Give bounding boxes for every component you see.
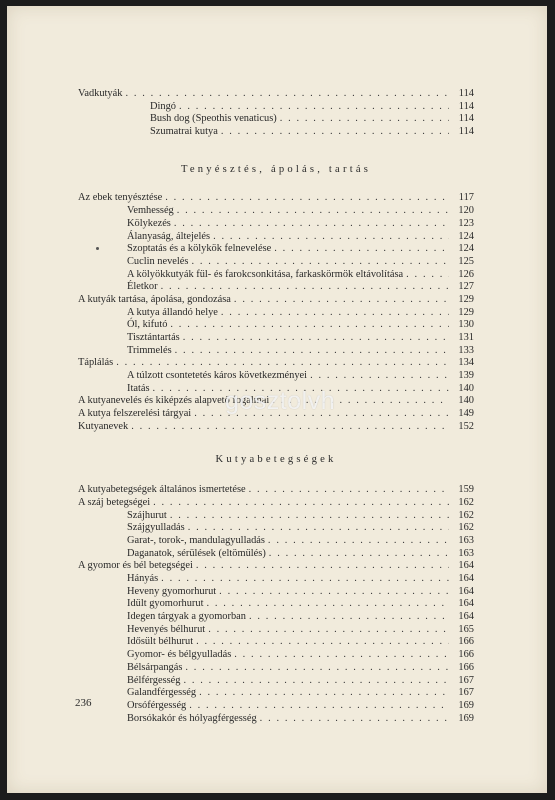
toc-entry	[78, 598, 474, 611]
toc-entry-page: 117	[458, 192, 474, 204]
dot-leader	[189, 700, 449, 713]
toc-entry	[78, 256, 474, 269]
toc-entry	[78, 218, 474, 231]
toc-entry-title: Álanyaság, áltejelés	[127, 230, 211, 242]
toc-entry	[78, 636, 474, 649]
section-heading: Tenyésztés, ápolás, tartás	[180, 163, 372, 175]
toc-entry	[78, 535, 474, 548]
toc-entry-page: 124	[458, 243, 474, 255]
toc-entry-page: 169	[458, 712, 474, 724]
toc-entry-title: A száj betegségei	[78, 496, 151, 508]
toc-entry-title: Idegen tárgyak a gyomorban	[127, 611, 246, 623]
toc-entry	[78, 307, 474, 320]
toc-entry-page: 164	[458, 611, 474, 623]
toc-entry-title: Ól, kifutó	[127, 319, 168, 331]
toc-entry	[78, 713, 474, 726]
toc-entry-title: Vemhesség	[127, 205, 174, 217]
toc-entry	[78, 586, 474, 599]
toc-entry	[78, 662, 474, 675]
book-page	[7, 6, 547, 793]
toc-entry-page: 125	[458, 255, 474, 267]
toc-entry-page: 163	[458, 547, 474, 559]
toc-entry	[78, 510, 474, 523]
toc-entry	[78, 560, 474, 573]
dot-leader	[131, 421, 449, 434]
toc-entry-title: Idült gyomorhurut	[127, 598, 204, 610]
toc-entry-title: Bélsárpangás	[127, 661, 183, 673]
toc-entry-title: Cuclin nevelés	[127, 255, 189, 267]
dot-leader	[274, 243, 449, 256]
toc-entry-page: 133	[458, 344, 474, 356]
dot-leader	[208, 624, 449, 637]
toc-entry	[78, 319, 474, 332]
toc-entry-title: A kutyabetegségek általános ismertetése	[78, 484, 246, 496]
toc-entry-page: 165	[458, 623, 474, 635]
toc-entry-title: Kutyanevek	[78, 420, 129, 432]
toc-entry-title: Szájhurut	[127, 509, 167, 521]
toc-entry-page: 164	[458, 573, 474, 584]
dot-leader	[206, 598, 449, 611]
toc-entry-title: Hevenyés bélhurut	[127, 623, 206, 635]
toc-entry-page: 140	[458, 395, 474, 407]
toc-entry	[78, 88, 474, 101]
toc-entry	[78, 269, 474, 282]
toc-entry-title: Orsóférgesség	[127, 699, 187, 711]
toc-entry-page: 162	[458, 496, 474, 508]
toc-entry-title: A kutya állandó helye	[127, 306, 218, 318]
toc-entry	[78, 687, 474, 700]
toc-entry-title: Bush dog (Speothis venaticus)	[150, 113, 277, 125]
toc-entry-title: Idősült bélhurut	[127, 636, 194, 648]
toc-entry	[78, 231, 474, 244]
toc-entry-title: Daganatok, sérülések (eltömülés)	[127, 547, 266, 559]
dot-leader	[161, 573, 449, 586]
toc-entry-title: A gyomor és bél betegségei	[78, 560, 193, 572]
toc-entry-page: 164	[458, 560, 474, 572]
dot-leader	[183, 332, 449, 345]
dot-leader	[280, 113, 449, 126]
toc-entry-page: 124	[458, 230, 474, 242]
section-spacer	[78, 176, 474, 192]
dot-leader	[170, 510, 449, 523]
toc-entry	[78, 243, 474, 256]
dot-leader	[221, 126, 449, 139]
toc-entry	[78, 332, 474, 345]
toc-entry-title: Életkor	[127, 281, 158, 293]
toc-entry	[78, 192, 474, 205]
dot-leader	[125, 88, 449, 101]
toc-entry-page: 140	[458, 382, 474, 394]
toc-entry-title: Hányás	[127, 573, 159, 584]
section-spacer	[78, 466, 474, 484]
dot-leader	[406, 269, 449, 282]
toc-entry	[78, 101, 474, 114]
dot-leader	[269, 548, 449, 561]
dot-leader	[177, 205, 449, 218]
dot-leader	[260, 713, 449, 726]
dot-leader	[310, 370, 449, 383]
dot-leader	[185, 662, 449, 675]
page-number: 236	[75, 697, 92, 709]
dot-leader	[161, 281, 449, 294]
ink-speck	[96, 247, 99, 250]
section-spacer	[78, 434, 474, 454]
toc-entry-title: A kutyanevelés és kiképzés alapvető fogalmai	[78, 395, 270, 407]
dot-leader	[174, 218, 449, 231]
toc-entry-page: 162	[458, 509, 474, 521]
dot-leader	[191, 256, 449, 269]
toc-entry-page: 129	[458, 306, 474, 318]
toc-entry	[78, 675, 474, 688]
toc-entry	[78, 649, 474, 662]
toc-entry-page: 114	[458, 113, 474, 125]
toc-entry-page: 114	[458, 126, 474, 138]
toc-entry-page: 114	[458, 88, 474, 99]
dot-leader	[234, 649, 449, 662]
toc-entry-page: 127	[458, 281, 474, 293]
toc-entry-title: A kutyák tartása, ápolása, gondozása	[78, 293, 231, 305]
dot-leader	[170, 319, 449, 332]
toc-entry-page: 123	[458, 217, 474, 229]
dot-leader	[175, 345, 449, 358]
toc-entry	[78, 370, 474, 383]
toc-entry	[78, 700, 474, 713]
toc-entry-title: Itatás	[127, 382, 150, 394]
toc-entry-page: 149	[458, 408, 474, 420]
dot-leader	[183, 675, 449, 688]
toc-entry-title: Trimmelés	[127, 344, 172, 356]
toc-entry	[78, 205, 474, 218]
toc-entry-title: Galandférgesség	[127, 687, 197, 699]
toc-entry-page: 152	[458, 420, 474, 432]
toc-entry	[78, 548, 474, 561]
section-spacer	[78, 139, 474, 164]
toc-entry-page: 162	[458, 522, 474, 534]
toc-entry-page: 130	[458, 319, 474, 331]
toc-entry-title: A túlzott csontetetés káros következményei	[127, 370, 308, 382]
toc-entry-page: 126	[458, 268, 474, 280]
dot-leader	[219, 586, 449, 599]
toc-entry-page: 164	[458, 585, 474, 597]
dot-leader	[213, 231, 449, 244]
toc-entry-title: Kölykezés	[127, 217, 171, 229]
toc-entry-page: 114	[458, 100, 474, 112]
toc-entry-title: Szájgyulladás	[127, 522, 185, 534]
dot-leader	[234, 294, 449, 307]
toc-entry	[78, 113, 474, 126]
dot-leader	[179, 101, 449, 114]
toc-entry	[78, 611, 474, 624]
toc-entry-page: 167	[458, 674, 474, 686]
toc-entry-page: 134	[458, 357, 474, 369]
toc-entry	[78, 345, 474, 358]
section-heading: Kutyabetegségek	[215, 453, 337, 465]
toc-entry-page: 164	[458, 598, 474, 610]
toc-entry	[78, 522, 474, 535]
toc-entry-title: Szumatrai kutya	[150, 126, 218, 138]
toc-entry-title: Borsókakór és hólyagférgesség	[127, 712, 257, 724]
toc-entry	[78, 484, 474, 497]
dot-leader	[249, 611, 449, 624]
toc-entry-title: Szoptatás és a kölykök felnevelése	[127, 243, 272, 255]
toc-entry-title: Táplálás	[78, 357, 114, 369]
toc-entry-page: 159	[458, 484, 474, 496]
toc-entry-page: 131	[458, 332, 474, 343]
toc-entry-page: 129	[458, 293, 474, 305]
dot-leader	[199, 687, 449, 700]
toc-entry-page: 166	[458, 636, 474, 648]
dot-leader	[153, 497, 449, 510]
toc-entry	[78, 624, 474, 637]
toc-entry-page: 169	[458, 699, 474, 711]
dot-leader	[268, 535, 449, 548]
toc-entry-page: 120	[458, 205, 474, 217]
toc-entry-page: 167	[458, 687, 474, 699]
toc-entry	[78, 357, 474, 370]
toc-entry	[78, 497, 474, 510]
dot-leader	[221, 307, 449, 320]
dot-leader	[188, 522, 449, 535]
dot-leader	[116, 357, 449, 370]
dot-leader	[196, 560, 449, 573]
toc-entry-page: 139	[458, 370, 474, 382]
toc-entry-title: Bélférgesség	[127, 674, 181, 686]
toc-entry-title: Heveny gyomorhurut	[127, 585, 217, 597]
watermark: gosztolvh	[225, 387, 336, 415]
dot-leader	[196, 636, 449, 649]
toc-entry-page: 166	[458, 661, 474, 673]
toc-entry-title: Tisztántartás	[127, 332, 180, 343]
dot-leader	[165, 192, 449, 205]
toc-entry-title: Dingó	[150, 100, 176, 112]
toc-entry-title: A kölyökkutyák fül- és farokcsonkitása, farkaskörmök eltávolítása	[127, 268, 404, 280]
toc-entry	[78, 421, 474, 434]
toc-entry-title: Gyomor- és bélgyulladás	[127, 649, 232, 661]
toc-entry	[78, 126, 474, 139]
toc-entry	[78, 294, 474, 307]
toc-entry-title: A kutya felszerelési tárgyai	[78, 408, 192, 420]
toc-entry-title: Garat-, torok-, mandulagyulladás	[127, 534, 265, 546]
toc-entry-page: 166	[458, 649, 474, 661]
toc-entry-title: Az ebek tenyésztése	[78, 192, 163, 204]
toc-entry	[78, 573, 474, 586]
toc-entry-title: Vadkutyák	[78, 88, 123, 99]
dot-leader	[249, 484, 449, 497]
toc-entry	[78, 281, 474, 294]
toc-entry-page: 163	[458, 534, 474, 546]
